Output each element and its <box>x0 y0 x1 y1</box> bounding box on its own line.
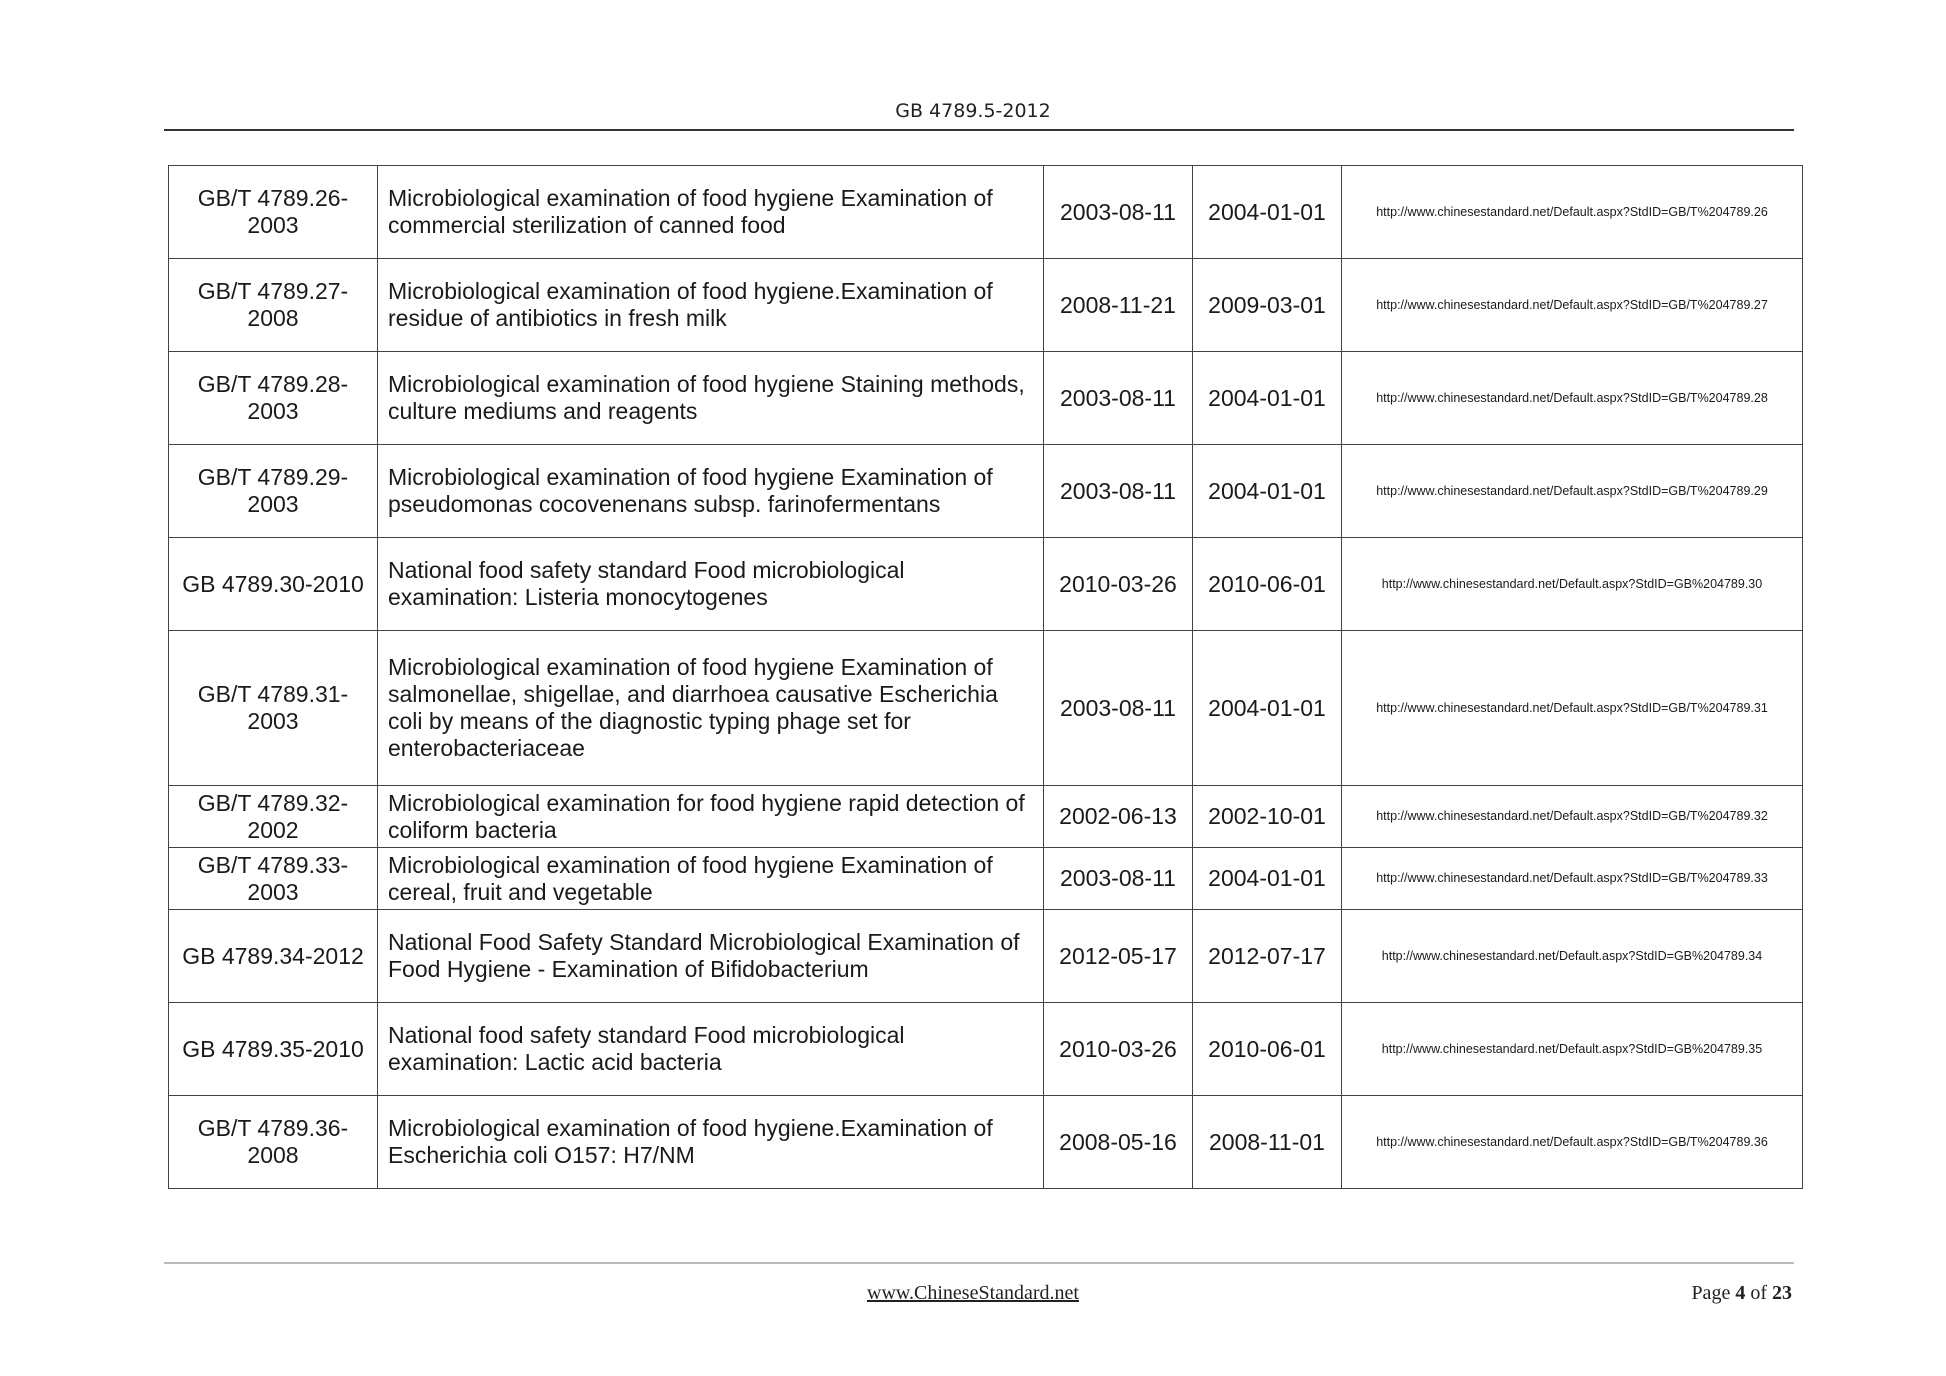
issue-date: 2010-03-26 <box>1044 1003 1193 1096</box>
standard-url: http://www.chinesestandard.net/Default.aspx?StdID=GB/T%204789.32 <box>1342 786 1803 848</box>
standard-code: GB/T 4789.36-2008 <box>169 1096 378 1189</box>
implementation-date: 2009-03-01 <box>1193 259 1342 352</box>
issue-date: 2002-06-13 <box>1044 786 1193 848</box>
standard-url: http://www.chinesestandard.net/Default.aspx?StdID=GB%204789.30 <box>1342 538 1803 631</box>
standard-title: Microbiological examination of food hygiene Staining methods, culture mediums and reagents <box>378 352 1044 445</box>
implementation-date: 2004-01-01 <box>1193 352 1342 445</box>
issue-date: 2003-08-11 <box>1044 166 1193 259</box>
standard-code: GB/T 4789.28-2003 <box>169 352 378 445</box>
page-label-of: of <box>1745 1282 1772 1304</box>
table-row <box>169 848 1803 910</box>
standard-code: GB/T 4789.26-2003 <box>169 166 378 259</box>
standard-url: http://www.chinesestandard.net/Default.aspx?StdID=GB/T%204789.29 <box>1342 445 1803 538</box>
issue-date: 2003-08-11 <box>1044 445 1193 538</box>
standard-url: http://www.chinesestandard.net/Default.aspx?StdID=GB/T%204789.36 <box>1342 1096 1803 1189</box>
standard-title: Microbiological examination of food hygiene Examination of cereal, fruit and vegetable <box>378 848 1044 910</box>
implementation-date: 2004-01-01 <box>1193 166 1342 259</box>
standard-url: http://www.chinesestandard.net/Default.aspx?StdID=GB/T%204789.33 <box>1342 848 1803 910</box>
table-row <box>169 910 1803 1003</box>
issue-date: 2003-08-11 <box>1044 631 1193 786</box>
standard-title: Microbiological examination for food hygiene rapid detection of coliform bacteria <box>378 786 1044 848</box>
standard-code: GB/T 4789.33-2003 <box>169 848 378 910</box>
table-row <box>169 1003 1803 1096</box>
implementation-date: 2008-11-01 <box>1193 1096 1342 1189</box>
standard-code: GB/T 4789.27-2008 <box>169 259 378 352</box>
standard-code: GB/T 4789.29-2003 <box>169 445 378 538</box>
footer-site-link[interactable]: www.ChineseStandard.net <box>867 1282 1079 1304</box>
page-number <box>1691 1282 1792 1305</box>
standard-title: Microbiological examination of food hygiene Examination of commercial sterilization of canned food <box>378 166 1044 259</box>
issue-date: 2003-08-11 <box>1044 848 1193 910</box>
table-row <box>169 259 1803 352</box>
standard-title: Microbiological examination of food hygiene.Examination of residue of antibiotics in fresh milk <box>378 259 1044 352</box>
page-label-prefix: Page <box>1691 1282 1736 1304</box>
standard-url: http://www.chinesestandard.net/Default.aspx?StdID=GB/T%204789.27 <box>1342 259 1803 352</box>
header-divider <box>164 129 1794 131</box>
table-row <box>169 538 1803 631</box>
page-total: 23 <box>1772 1282 1792 1304</box>
implementation-date: 2004-01-01 <box>1193 631 1342 786</box>
issue-date: 2008-05-16 <box>1044 1096 1193 1189</box>
standard-title: National food safety standard Food microbiological examination: Lactic acid bacteria <box>378 1003 1044 1096</box>
standards-table <box>168 165 1803 1189</box>
standard-code: GB 4789.34-2012 <box>169 910 378 1003</box>
page-header-title: GB 4789.5-2012 <box>895 100 1051 122</box>
issue-date: 2010-03-26 <box>1044 538 1193 631</box>
page-current: 4 <box>1735 1282 1746 1304</box>
table-row <box>169 631 1803 786</box>
implementation-date: 2010-06-01 <box>1193 1003 1342 1096</box>
standard-code: GB/T 4789.31-2003 <box>169 631 378 786</box>
implementation-date: 2004-01-01 <box>1193 848 1342 910</box>
standard-title: National Food Safety Standard Microbiological Examination of Food Hygiene - Examination of Bifidobacterium <box>378 910 1044 1003</box>
standard-title: National food safety standard Food microbiological examination: Listeria monocytogenes <box>378 538 1044 631</box>
implementation-date: 2002-10-01 <box>1193 786 1342 848</box>
standard-url: http://www.chinesestandard.net/Default.aspx?StdID=GB/T%204789.31 <box>1342 631 1803 786</box>
standard-code: GB 4789.30-2010 <box>169 538 378 631</box>
implementation-date: 2010-06-01 <box>1193 538 1342 631</box>
table-row <box>169 352 1803 445</box>
standard-url: http://www.chinesestandard.net/Default.aspx?StdID=GB%204789.34 <box>1342 910 1803 1003</box>
table-row <box>169 1096 1803 1189</box>
standard-url: http://www.chinesestandard.net/Default.aspx?StdID=GB%204789.35 <box>1342 1003 1803 1096</box>
table-row <box>169 445 1803 538</box>
table-row <box>169 166 1803 259</box>
standard-url: http://www.chinesestandard.net/Default.aspx?StdID=GB/T%204789.28 <box>1342 352 1803 445</box>
standard-title: Microbiological examination of food hygiene.Examination of Escherichia coli O157: H7/NM <box>378 1096 1044 1189</box>
standard-code: GB 4789.35-2010 <box>169 1003 378 1096</box>
standard-title: Microbiological examination of food hygiene Examination of salmonellae, shigellae, and diarrhoea causative Escherichia coli by means of the diagnostic typing phage set for enterobacteriaceae <box>378 631 1044 786</box>
standard-title: Microbiological examination of food hygiene Examination of pseudomonas cocovenenans subsp. farinofermentans <box>378 445 1044 538</box>
implementation-date: 2004-01-01 <box>1193 445 1342 538</box>
standard-url: http://www.chinesestandard.net/Default.aspx?StdID=GB/T%204789.26 <box>1342 166 1803 259</box>
standard-code: GB/T 4789.32-2002 <box>169 786 378 848</box>
table-row <box>169 786 1803 848</box>
issue-date: 2012-05-17 <box>1044 910 1193 1003</box>
footer-divider <box>164 1262 1794 1264</box>
issue-date: 2008-11-21 <box>1044 259 1193 352</box>
issue-date: 2003-08-11 <box>1044 352 1193 445</box>
implementation-date: 2012-07-17 <box>1193 910 1342 1003</box>
